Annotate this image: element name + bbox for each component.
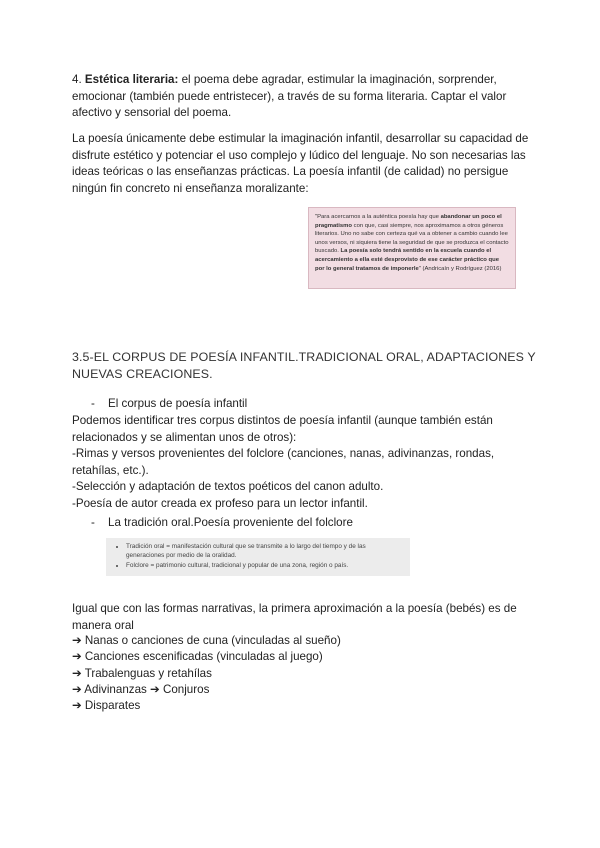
aesthetic-paragraph: La poesía únicamente debe estimular la imaginación infantil, desarrollar su capacidad de disfrute estético y potenciar el uso complejo y lúdico del lenguaje. No son necesarias las ideas teóricas o las enseñanzas prácticas. La poesía infantil (de calidad) no persigue ningún fin concreto ni enseñanza moralizante: — [72, 132, 529, 195]
arrow-list — [72, 633, 341, 714]
section-number: 4. — [72, 73, 82, 86]
arrow-item: ➔ Adivinanzas ➔ Conjuros — [72, 682, 210, 696]
quote-citation: " (Andricaín y Rodríguez (2016) — [418, 265, 502, 272]
definition-item: • Folclore = patrimonio cultural, tradicional y popular de una zona, región o país. — [126, 561, 404, 570]
arrow-item: ➔ Nanas o canciones de cuna (vinculadas al sueño) — [72, 634, 341, 647]
bullet-text: El corpus de poesía infantil — [108, 397, 248, 410]
definitions-image-box — [106, 538, 410, 576]
corpus-block — [72, 413, 532, 512]
definitions-list — [114, 542, 404, 570]
corpus-intro: Podemos identificar tres corpus distintos de poesía infantil (aunque también están relacionados y se alimentan unos de otros): — [72, 414, 493, 444]
bullet-dash: - — [91, 516, 95, 529]
quote-bold-2: La poesía solo tendrá sentido en la escuela cuando el acercamiento a ella esté desprovisto de ese carácter práctico que por lo general tratamos de imponerle — [315, 248, 500, 272]
corpus-item: -Poesía de autor creada ex profeso para un lector infantil. — [72, 496, 368, 510]
oral-intro-paragraph: Igual que con las formas narrativas, la primera aproximación a la poesía (bebés) es de manera oral — [72, 602, 517, 632]
bullet-corpus — [91, 396, 247, 413]
bullet-text: La tradición oral.Poesía proveniente del folclore — [108, 516, 353, 529]
arrow-item: ➔ Canciones escenificadas (vinculadas al juego) — [72, 650, 323, 664]
quote-bold-1: abandonar un poco el pragmatismo — [315, 214, 502, 229]
arrow-item: ➔ Trabalenguas y retahílas — [72, 666, 212, 680]
bullet-dash: - — [91, 397, 95, 410]
section-text: el poema debe agradar, estimular la imaginación, sorprender, emocionar (también puede entristecer), a través de su forma literaria. Captar el valor afectivo y sensorial del poema. — [72, 73, 507, 119]
corpus-item: -Selección y adaptación de textos poéticos del canon adulto. — [72, 480, 384, 493]
section-4-paragraph — [72, 72, 532, 122]
section-title: Estética literaria: — [84, 73, 179, 86]
corpus-item: -Rimas y versos provenientes del folclore (canciones, nanas, adivinanzas, rondas, retahílas, etc.). — [72, 447, 495, 477]
definition-item: • Tradición oral = manifestación cultural que se transmite a lo largo del tiempo y de las generaciones por medio de la oralidad. — [126, 542, 404, 561]
section-heading: 3.5-EL CORPUS DE POESÍA INFANTIL.TRADICIONAL ORAL, ADAPTACIONES Y NUEVAS CREACIONES. — [72, 350, 536, 381]
bullet-oral-tradition — [91, 515, 353, 532]
quote-lead: "Para acercarnos a la auténtica poesía hay que — [315, 214, 441, 220]
quote-mid: con que, casi siempre, nos aproximamos a otros géneros literarios. Uno no sabe con certeza qué va a obtener a cambio cuando lee unos versos, ni siquiera tiene la seguridad de que se produzca el contacto buscado. — [315, 222, 509, 255]
quote-image-box — [308, 207, 516, 289]
arrow-item: ➔ Disparates — [72, 699, 141, 713]
